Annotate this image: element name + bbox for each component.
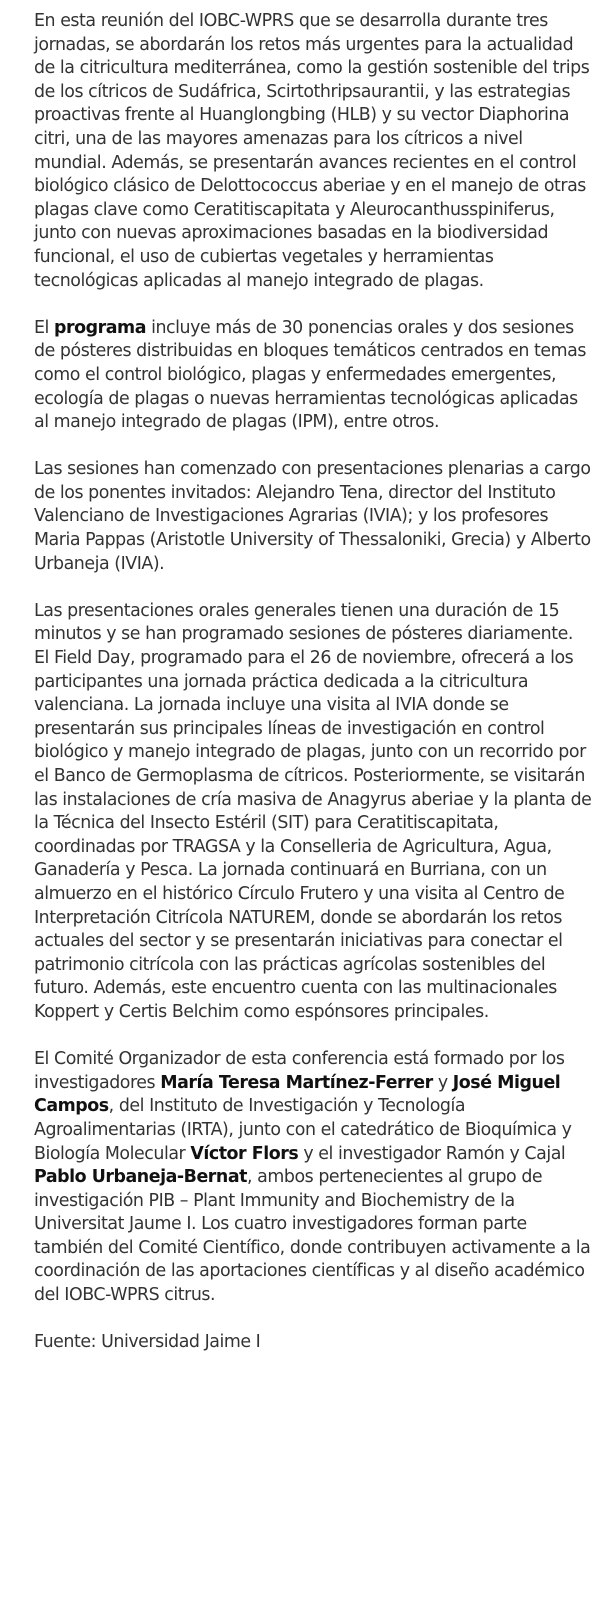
text-span: , del Instituto de Investigación y Tecnología Agroalimentarias (IRTA), junto con el catedrático de Bioquímica y Biología Molecular [34, 1096, 572, 1164]
text-span: incluye más de 30 ponencias orales y dos sesiones de pósteres distribuidas en bloques temáticos centrados en temas como el control biológico, plagas y enfermedades emergentes, ecología de plagas o nuevas herramientas tecnológicas aplicadas al manejo integrado de plagas (IPM), entre otros. [34, 317, 586, 433]
text-span: y el investigador Ramón y Cajal [298, 1143, 566, 1164]
text-span: y [432, 1072, 453, 1093]
text-span: El Comité Organizador de esta conferencia está formado por los investigadores [34, 1049, 565, 1093]
bold-name: José Miguel Campos [34, 1072, 561, 1117]
programme-link[interactable]: programa [54, 317, 146, 338]
source-line: Fuente: Universidad Jaime I [34, 1332, 261, 1353]
paragraph-sessions: Las sesiones han comenzado con presentaciones plenarias a cargo de los ponentes invitados: Alejandro Tena, director del Instituto Valenciano de Investigaciones Agrarias (IVIA); y los profesores Maria Pappas (Aristotle University of Thessaloniki, Grecia) y Alberto Urbaneja (IVIA). [34, 459, 591, 574]
text-span: , ambos pertenecientes al grupo de investigación PIB – Plant Immunity and Biochemistry de la Universitat Jaume I. Los cuatro investigadores forman parte también del Comité Científico, donde contribuyen activamente a la coordinación de las aportaciones científicas y al diseño académico del IOBC-WPRS citrus. [34, 1167, 591, 1306]
bold-name: María Teresa Martínez-Ferrer [160, 1072, 433, 1093]
bold-name: Víctor Flors [190, 1143, 299, 1164]
paragraph-committee [34, 1048, 592, 1308]
paragraph-programme [34, 317, 592, 435]
paragraph-field-day: Las presentaciones orales generales tienen una duración de 15 minutos y se han programado sesiones de pósteres diariamente. El Field Day, programado para el 26 de noviembre, ofrecerá a los participantes una jornada práctica dedicada a la citricultura valenciana. La jornada incluye una visita al IVIA donde se presentarán sus principales líneas de investigación en control biológico y manejo integrado de plagas, junto con un recorrido por el Banco de Germoplasma de cítricos. Posteriormente, se visitarán las instalaciones de cría masiva de Anagyrus aberiae y la planta de la Técnica del Insecto Estéril (SIT) para Ceratitiscapitata, coordinadas por TRAGSA y la Conselleria de Agricultura, Agua, Ganadería y Pesca. La jornada continuará en Burriana, con un almuerzo en el histórico Círculo Frutero y una visita al Centro de Interpretación Citrícola NATUREM, donde se abordarán los retos actuales del sector y se presentarán iniciativas para conectar el patrimonio citrícola con las prácticas agrícolas sostenibles del futuro. Además, este encuentro cuenta con las multinacionales Koppert y Certis Belchim como espónsores principales. [34, 600, 592, 1022]
paragraph-intro: En esta reunión del IOBC-WPRS que se desarrolla durante tres jornadas, se abordarán los retos más urgentes para la actualidad de la citricultura mediterránea, como la gestión sostenible del trips de los cítricos de Sudáfrica, Scirtothripsaurantii, y las estrategias proactivas frente al Huanglongbing (HLB) y su vector Diaphorina citri, una de las mayores amenazas para los cítricos a nivel mundial. Además, se presentarán avances recientes en el control biológico clásico de Delottococcus aberiae y en el manejo de otras plagas clave como Ceratitiscapitata y Aleurocanthusspiniferus, junto con nuevas aproximaciones basadas en la biodiversidad funcional, el uso de cubiertas vegetales y herramientas tecnológicas aplicadas al manejo integrado de plagas. [34, 11, 590, 291]
text-span: El [34, 317, 54, 338]
bold-name: Pablo Urbaneja-Bernat [34, 1167, 248, 1188]
